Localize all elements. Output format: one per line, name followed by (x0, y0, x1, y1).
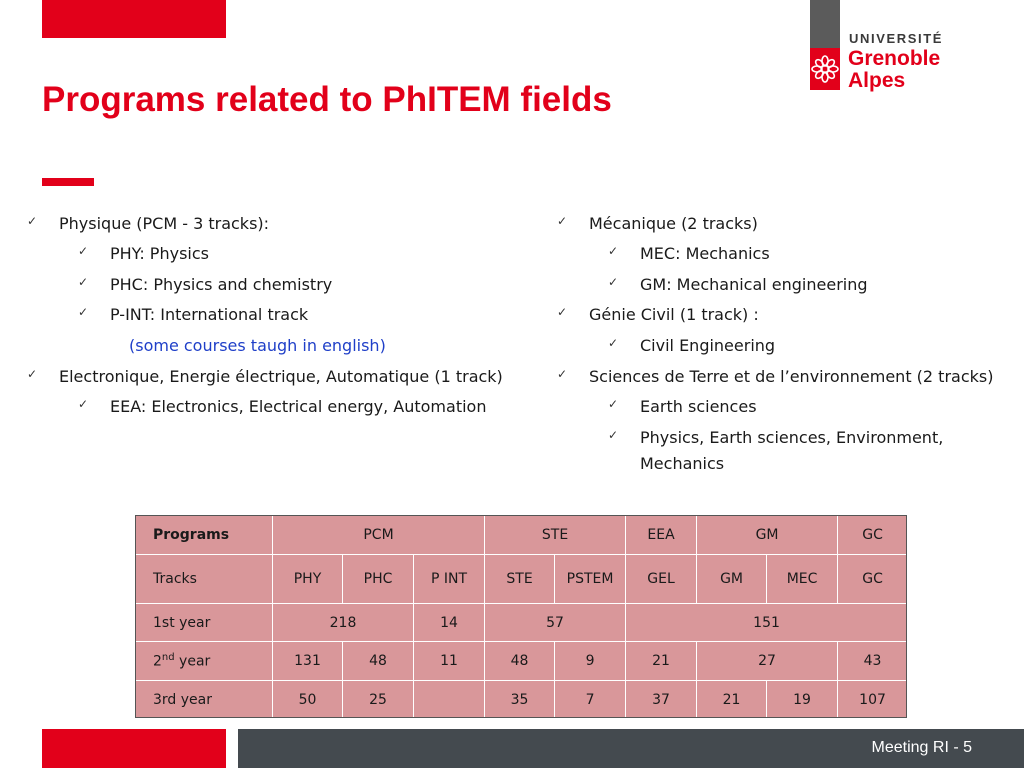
table-row-year2 (136, 642, 908, 681)
table-cell: 57 (485, 604, 626, 642)
list-item: EEA: Electronics, Electrical energy, Automation (110, 397, 487, 416)
logo-flower-icon (810, 48, 840, 90)
table-cell: 107 (838, 681, 908, 719)
table-cell: 9 (555, 642, 626, 681)
list-item: Mécanique (2 tracks) (589, 214, 758, 233)
table-cell: 151 (626, 604, 908, 642)
table-cell: 7 (555, 681, 626, 719)
check-icon: ✓ (608, 428, 619, 442)
list-item-note: (some courses taugh in english) (129, 336, 386, 355)
check-icon: ✓ (27, 214, 38, 228)
table-cell: 48 (485, 642, 555, 681)
table-row-year3 (136, 681, 908, 719)
check-icon: ✓ (78, 244, 89, 258)
table-cell: P INT (414, 555, 485, 604)
bottom-red-bar (42, 729, 226, 768)
table-cell: 25 (343, 681, 414, 719)
logo-alpes-text: Alpes (848, 69, 906, 92)
table-cell: STE (485, 516, 626, 555)
list-item-continuation: Mechanics (640, 454, 725, 473)
title-underline (42, 178, 94, 186)
list-item: Génie Civil (1 track) : (589, 305, 759, 324)
logo-grenoble-text: Grenoble (848, 47, 941, 70)
table-cell: 50 (273, 681, 343, 719)
list-item: PHY: Physics (110, 244, 209, 263)
list-item: MEC: Mechanics (640, 244, 770, 263)
logo-grey-strip (810, 0, 840, 48)
table-cell (414, 681, 485, 719)
table-cell: GC (838, 516, 908, 555)
check-icon: ✓ (608, 336, 619, 350)
check-icon: ✓ (557, 305, 568, 319)
table-row-tracks (136, 555, 908, 604)
table-cell: EEA (626, 516, 697, 555)
table-cell: 21 (626, 642, 697, 681)
check-icon: ✓ (78, 305, 89, 319)
table-cell: PHY (273, 555, 343, 604)
table-cell: GM (697, 555, 767, 604)
list-item: P-INT: International track (110, 305, 309, 324)
table-cell: 19 (767, 681, 838, 719)
page-title: Programs related to PhITEM fields (42, 80, 612, 119)
logo-red-square (810, 48, 840, 90)
table-cell: 43 (838, 642, 908, 681)
year1-label: 1st year (136, 604, 273, 642)
year2-label (136, 642, 273, 681)
table-cell: 35 (485, 681, 555, 719)
tracks-label: Tracks (136, 555, 273, 604)
list-item: PHC: Physics and chemistry (110, 275, 333, 294)
university-logo (810, 0, 970, 100)
table-cell: 14 (414, 604, 485, 642)
year2-label-rest: year (174, 653, 211, 670)
check-icon: ✓ (557, 367, 568, 381)
check-icon: ✓ (557, 214, 568, 228)
table-cell: STE (485, 555, 555, 604)
table-cell: 218 (273, 604, 414, 642)
check-icon: ✓ (608, 397, 619, 411)
table-cell: PSTEM (555, 555, 626, 604)
top-red-bar (42, 0, 226, 38)
check-icon: ✓ (78, 397, 89, 411)
programs-label: Programs (136, 516, 273, 555)
footer-bar (238, 729, 1024, 768)
list-item: Earth sciences (640, 397, 757, 416)
table-row-programs (136, 516, 908, 555)
table-cell: GM (697, 516, 838, 555)
table-cell: 131 (273, 642, 343, 681)
list-item: Sciences de Terre et de l’environnement (2 tracks) (589, 367, 994, 386)
logo-universite-text: UNIVERSITÉ (849, 31, 944, 46)
table-cell: 11 (414, 642, 485, 681)
table-cell: 21 (697, 681, 767, 719)
list-item: Physique (PCM - 3 tracks): (59, 214, 270, 233)
list-item: Physics, Earth sciences, Environment, (640, 428, 944, 447)
programs-table (135, 515, 907, 718)
check-icon: ✓ (78, 275, 89, 289)
year2-label-number: 2 (153, 653, 162, 670)
year2-label-suffix: nd (161, 652, 175, 664)
check-icon: ✓ (27, 367, 38, 381)
table-cell: 48 (343, 642, 414, 681)
table-cell: PCM (273, 516, 485, 555)
check-icon: ✓ (608, 244, 619, 258)
list-item: Electronique, Energie électrique, Automatique (1 track) (59, 367, 503, 386)
table-cell: GC (838, 555, 908, 604)
table-row-year1 (136, 604, 908, 642)
footer-slide-label: Meeting RI - 5 (871, 739, 972, 756)
table-cell: MEC (767, 555, 838, 604)
table-cell: 27 (697, 642, 838, 681)
list-item: Civil Engineering (640, 336, 776, 355)
table-cell: GEL (626, 555, 697, 604)
table-cell: PHC (343, 555, 414, 604)
year3-label: 3rd year (136, 681, 273, 719)
check-icon: ✓ (608, 275, 619, 289)
table-cell: 37 (626, 681, 697, 719)
list-item: GM: Mechanical engineering (640, 275, 868, 294)
